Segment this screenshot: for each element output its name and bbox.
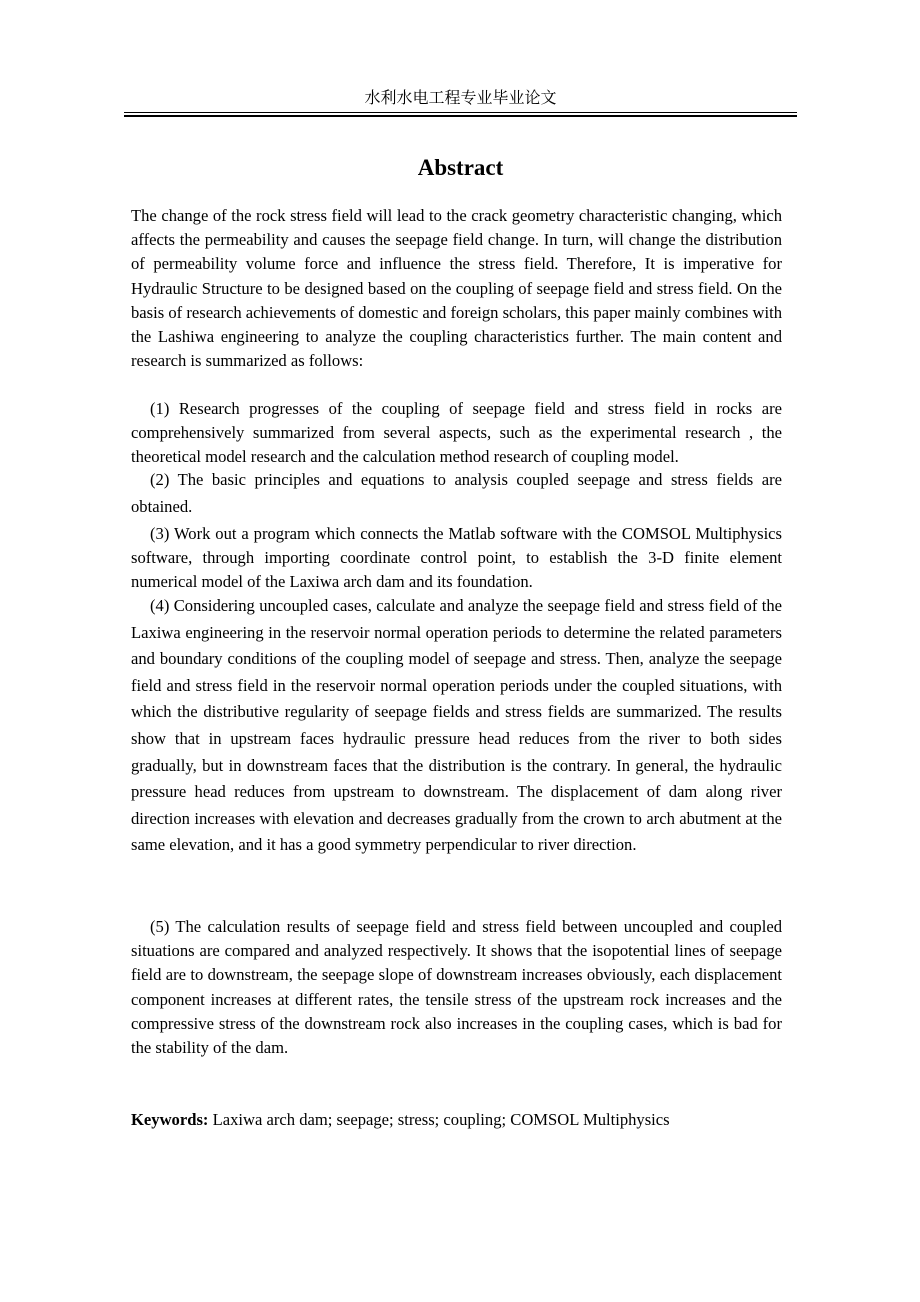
abstract-paragraph-4: (4) Considering uncoupled cases, calculate and analyze the seepage field and stress field of the Laxiwa engineering in the reservoir normal operation periods to determine the related parameters and boundary conditions of the coupling model of seepage and stress. Then, analyze the seepage field and stress field in the reservoir normal operation periods under the coupled situations, with which the distributive regularity of seepage fields and stress fields are summarized. The results show that in upstream faces hydraulic pressure head reduces from the river to both sides gradually, but in downstream faces that the distribution is the contrary. In general, the hydraulic pressure head reduces from upstream to downstream. The displacement of dam along river direction increases with elevation and decreases gradually from the crown to arch abutment at the same elevation, and it has a good symmetry perpendicular to river direction. [131, 596, 782, 855]
header-rule-thick [124, 115, 797, 117]
abstract-paragraph-intro: The change of the rock stress field will lead to the crack geometry characteristic changing, which affects the permeability and causes the seepage field change. In turn, will change the distribution of permeability volume force and influence the stress field. Therefore, It is imperative for Hydraulic Structure to be designed based on the coupling of seepage field and stress field. On the basis of research achievements of domestic and foreign scholars, this paper mainly combines with the Lashiwa engineering to analyze the coupling characteristics further. The main content and research is summarized as follows: [131, 206, 782, 371]
abstract-paragraph-2: (2) The basic principles and equations to analysis coupled seepage and stress fields are obtained. [131, 470, 782, 516]
keywords-line [131, 1107, 782, 1133]
abstract-paragraph-5: (5) The calculation results of seepage field and stress field between uncoupled and coupled situations are compared and analyzed respectively. It shows that the isopotential lines of seepage field are to downstream, the seepage slope of downstream increases obviously, each displacement component increases at different rates, the tensile stress of the upstream rock increases and the compressive stress of the downstream rock also increases in the coupling cases, which is bad for the stability of the dam. [131, 917, 782, 1058]
keywords-label: Keywords: [131, 1110, 209, 1129]
abstract-paragraph-3: (3) Work out a program which connects the Matlab software with the COMSOL Multiphysics software, through importing coordinate control point, to establish the 3-D finite element numerical model of the Laxiwa arch dam and its foundation. [131, 524, 782, 592]
page-header: 水利水电工程专业毕业论文 [364, 88, 557, 107]
abstract-title: Abstract [417, 155, 504, 180]
abstract-paragraph-1: (1) Research progresses of the coupling of seepage field and stress field in rocks are comprehensively summarized from several aspects, such as the experimental research , the theoretical model research and the calculation method research of coupling model. [131, 399, 782, 467]
keywords-text: Laxiwa arch dam; seepage; stress; coupling; COMSOL Multiphysics [208, 1110, 670, 1129]
header-rule-thin [124, 112, 797, 113]
